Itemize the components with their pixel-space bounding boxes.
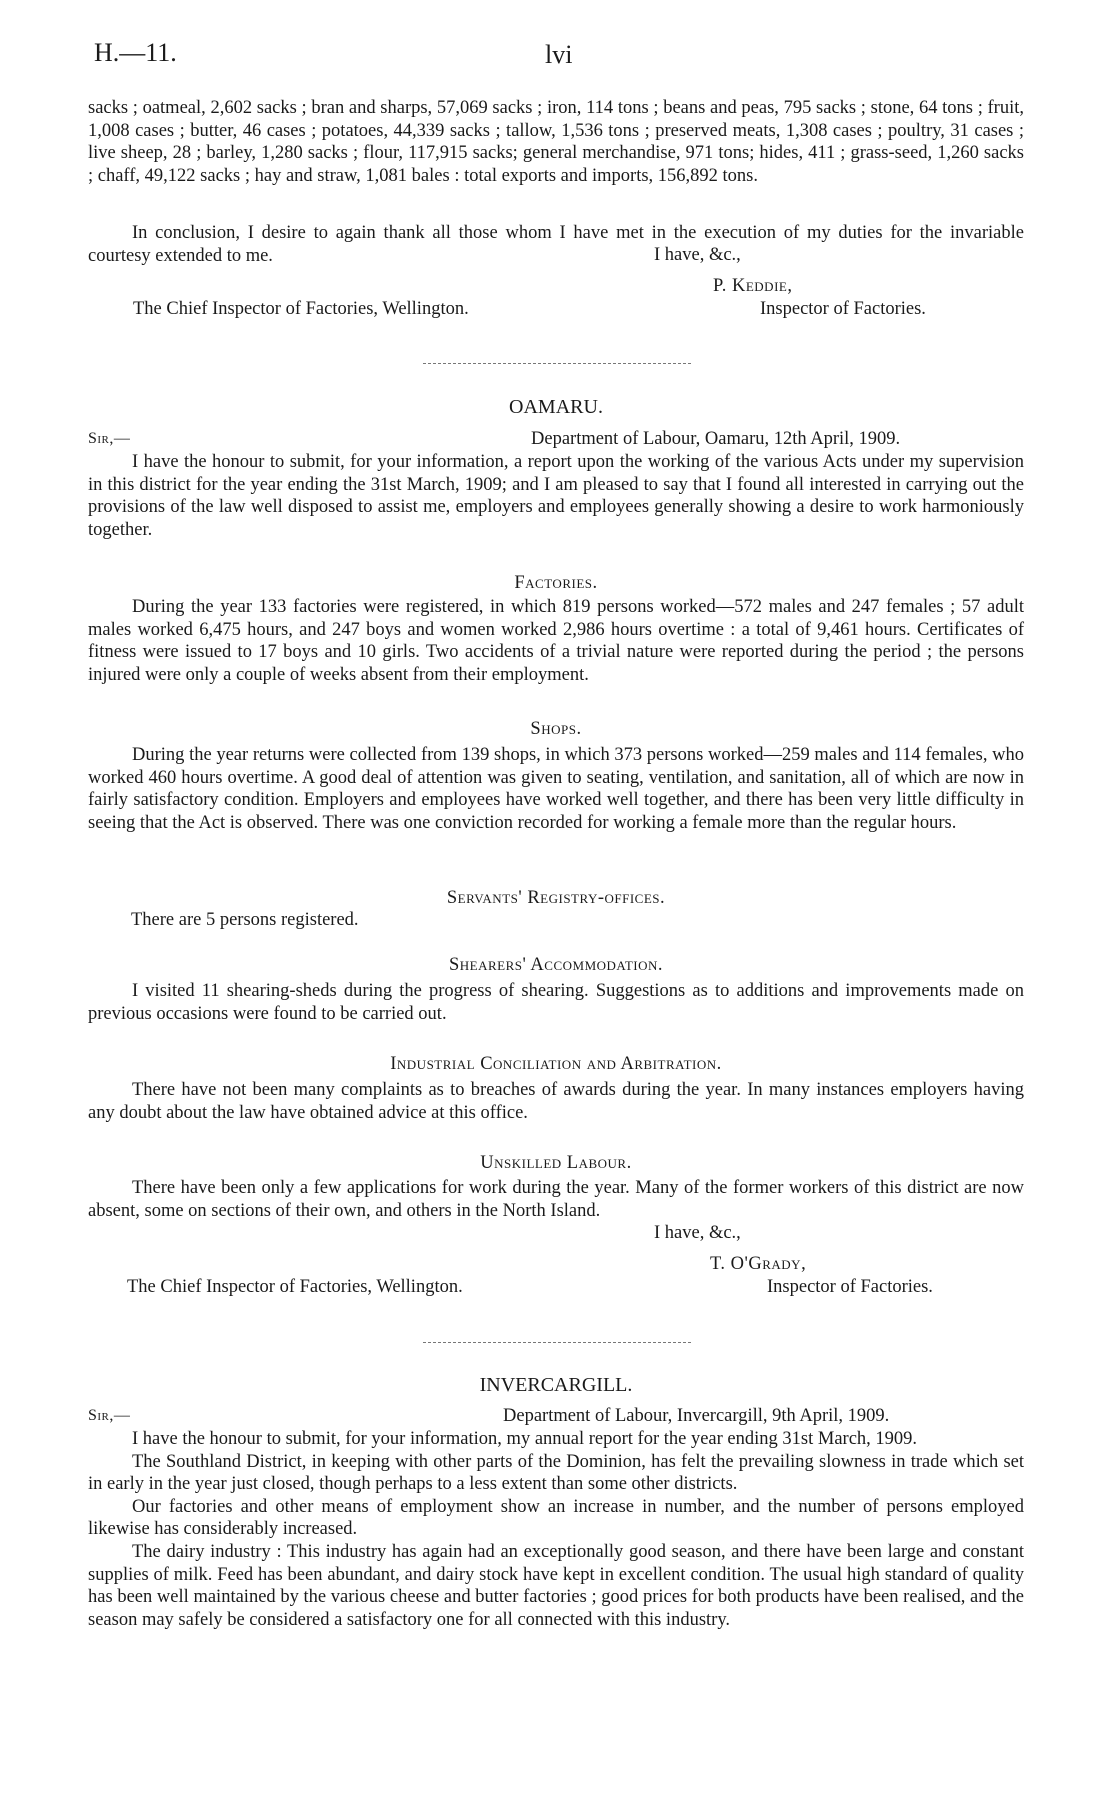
signature-keddie: P. Keddie, — [713, 276, 793, 296]
conclusion-paragraph: In conclusion, I desire to again thank all those whom I have met in the execution of my duties for the invariable courtesy extended to me. — [88, 223, 1024, 266]
servants-paragraph: There are 5 persons registered. — [131, 910, 359, 930]
exports-paragraph: sacks ; oatmeal, 2,602 sacks ; bran and sharps, 57,069 sacks ; iron, 114 tons ; beans and peas, 795 sacks ; stone, 64 tons ; fruit, 1,008 cases ; butter, 46 cases ; potatoes, 44,339 sacks ; tallow, 1,536 tons ; preserved meats, 1,308 cases ; poultry, 31 cases ; live sheep, 28 ; barley, 1,280 sacks ; flour, 117,915 sacks; general merchandise, 971 tons; hides, 411 ; grass-seed, 1,260 sacks ; chaff, 49,122 sacks ; hay and straw, 1,081 bales : total exports and imports, 156,892 tons. — [88, 98, 1024, 186]
report-code: H.—11. — [94, 38, 177, 67]
section-divider — [423, 1342, 691, 1343]
factories-paragraph: During the year 133 factories were registered, in which 819 persons worked—572 males and 247 females ; 57 adult males worked 6,475 hours, and 247 boys and women worked 2,986 hours overtime : a total of 9,461 hours. Certificates of fitness were issued to 17 boys and 10 girls. Two accidents of a trivial nature were reported during the period ; the persons injured were only a couple of weeks absent from their employment. — [88, 597, 1024, 685]
shearers-paragraph: I visited 11 shearing-sheds during the progress of shearing. Suggestions as to additions and improvements made on previous occasions were found to be carried out. — [88, 981, 1024, 1024]
invercargill-heading: INVERCARGILL. — [479, 1374, 633, 1396]
title-ogrady: Inspector of Factories. — [767, 1277, 933, 1297]
page-number: lvi — [545, 40, 573, 69]
invercargill-p1: I have the honour to submit, for your information, my annual report for the year ending 31st March, 1909. — [132, 1429, 918, 1449]
arbitration-heading: Industrial Conciliation and Arbitration. — [390, 1054, 722, 1074]
closing-ogrady: I have, &c., — [654, 1223, 741, 1243]
invercargill-p2: The Southland District, in keeping with other parts of the Dominion, has felt the prevailing slowness in trade which set in early in the year just closed, though perhaps to a less extent than some other districts. — [88, 1451, 1024, 1495]
addressee-keddie: The Chief Inspector of Factories, Wellington. — [133, 299, 469, 319]
title-keddie: Inspector of Factories. — [760, 299, 926, 319]
invercargill-p4: The dairy industry : This industry has again had an exceptionally good season, and there have been large and constant supplies of milk. Feed has been abundant, and dairy stock have kept in excellent condition. The usual high standard of quality has been well maintained by the various cheese and butter factories ; good prices for both products have been realised, and the season may safely be considered a satisfactory one for all connected with this industry. — [88, 1541, 1024, 1630]
shops-paragraph: During the year returns were collected from 139 shops, in which 373 persons worked—259 males and 114 females, who worked 460 hours overtime. A good deal of attention was given to seating, ventilation, and sanitation, all of which are now in fairly satisfactory condition. Employers and employees have worked well together, and there has been very little difficulty in seeing that the Act is observed. There was one conviction recorded for working a female more than the regular hours. — [88, 745, 1024, 833]
oamaru-dateline: Department of Labour, Oamaru, 12th April, 1909. — [531, 429, 901, 449]
unskilled-paragraph: There have been only a few applications for work during the year. Many of the former workers of this district are now absent, some on sections of their own, and others in the North Island. — [88, 1178, 1024, 1221]
invercargill-salutation: Sir,— — [88, 1407, 131, 1424]
invercargill-dateline: Department of Labour, Invercargill, 9th April, 1909. — [503, 1406, 890, 1426]
unskilled-heading: Unskilled Labour. — [480, 1153, 632, 1173]
invercargill-paragraphs — [88, 1428, 1024, 1631]
oamaru-intro: I have the honour to submit, for your information, a report upon the working of the various Acts under my supervision in this district for the year ending the 31st March, 1909; and I am pleased to say that I found all interested in carrying out the provisions of the law well disposed to assist me, employers and employees generally showing a desire to work harmoniously together. — [88, 452, 1024, 540]
oamaru-salutation: Sir,— — [88, 430, 131, 447]
section-divider — [423, 363, 691, 364]
signature-ogrady: T. O'Grady, — [710, 1254, 807, 1274]
shearers-heading: Shearers' Accommodation. — [448, 955, 664, 975]
factories-heading: Factories. — [514, 573, 598, 593]
servants-heading: Servants' Registry-offices. — [446, 888, 666, 908]
oamaru-heading: OAMARU. — [509, 396, 603, 418]
shops-heading: Shops. — [530, 719, 582, 739]
closing-keddie: I have, &c., — [654, 245, 741, 265]
arbitration-paragraph: There have not been many complaints as to breaches of awards during the year. In many instances employers having any doubt about the law have obtained advice at this office. — [88, 1080, 1024, 1123]
addressee-ogrady: The Chief Inspector of Factories, Wellington. — [127, 1277, 463, 1297]
invercargill-p3: Our factories and other means of employment show an increase in number, and the number of persons employed likewise has considerably increased. — [88, 1496, 1024, 1540]
